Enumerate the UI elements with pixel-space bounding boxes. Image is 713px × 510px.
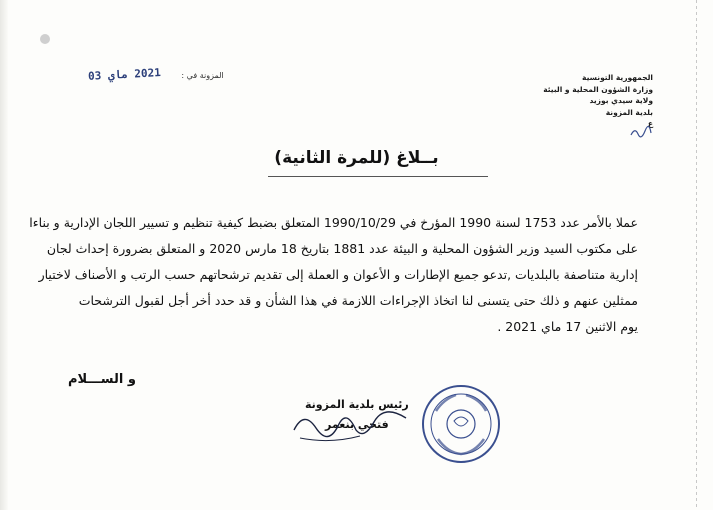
closing-salutation: و الســـلام	[68, 372, 136, 387]
body-line: عملا بالأمر عدد 1753 لسنة 1990 المؤرخ في 1990/10/29 المتعلق بضبط كيفية تنظيم و تسيير اللجان الإدارية و بناءا	[29, 215, 638, 230]
place-label: المزونة في :	[181, 71, 224, 80]
body-line: ممثلين عنهم و ذلك حتى يتسنى لنا اتخاذ الإجراءات اللازمة في هذا الشأن و قد حدد أخر أجل لقبول الترشحات	[78, 293, 638, 308]
signatory-title: رئيس بلدية المزونة	[305, 398, 409, 411]
letterhead-line-ministry: وزارة الشؤون المحلية و البيئة	[543, 84, 653, 94]
letterhead-line-governorate: ولاية سيدي بوزيد	[589, 96, 653, 105]
letterhead-line-republic: الجمهورية التونسية	[582, 73, 653, 82]
letterhead-ref: ع	[647, 119, 653, 128]
handwritten-signature-icon	[290, 400, 410, 445]
body-line: يوم الاثنين 17 ماي 2021 .	[497, 319, 638, 334]
date-stamp: 2021 ماي 03	[87, 66, 162, 83]
letterhead	[543, 72, 653, 130]
body-line: على مكتوب السيد وزير الشؤون المحلية و البيئة عدد 1881 بتاريخ 18 مارس 2020 و المتعلق بضرورة إحداث لجان	[46, 241, 638, 256]
notice-title: بــلاغ (للمرة الثانية)	[274, 148, 439, 168]
title-underline	[268, 176, 488, 177]
letterhead-line-municipality: بلدية المزونة	[605, 107, 653, 117]
notice-body	[29, 210, 638, 340]
ref-scribble-icon	[629, 125, 653, 139]
body-line: إدارية متناصفة بالبلديات ,تدعو جميع الإطارات و الأعوان و العملة إلى تقديم ترشحاتهم حسب الرتب و الأصناف لاختيار	[38, 267, 638, 282]
punch-hole	[40, 34, 50, 44]
place-date	[88, 68, 224, 81]
page-edge	[0, 0, 8, 510]
signatory-name: فتحي بنعمر	[325, 418, 389, 431]
official-seal-icon	[420, 383, 502, 465]
page-border	[696, 0, 697, 510]
